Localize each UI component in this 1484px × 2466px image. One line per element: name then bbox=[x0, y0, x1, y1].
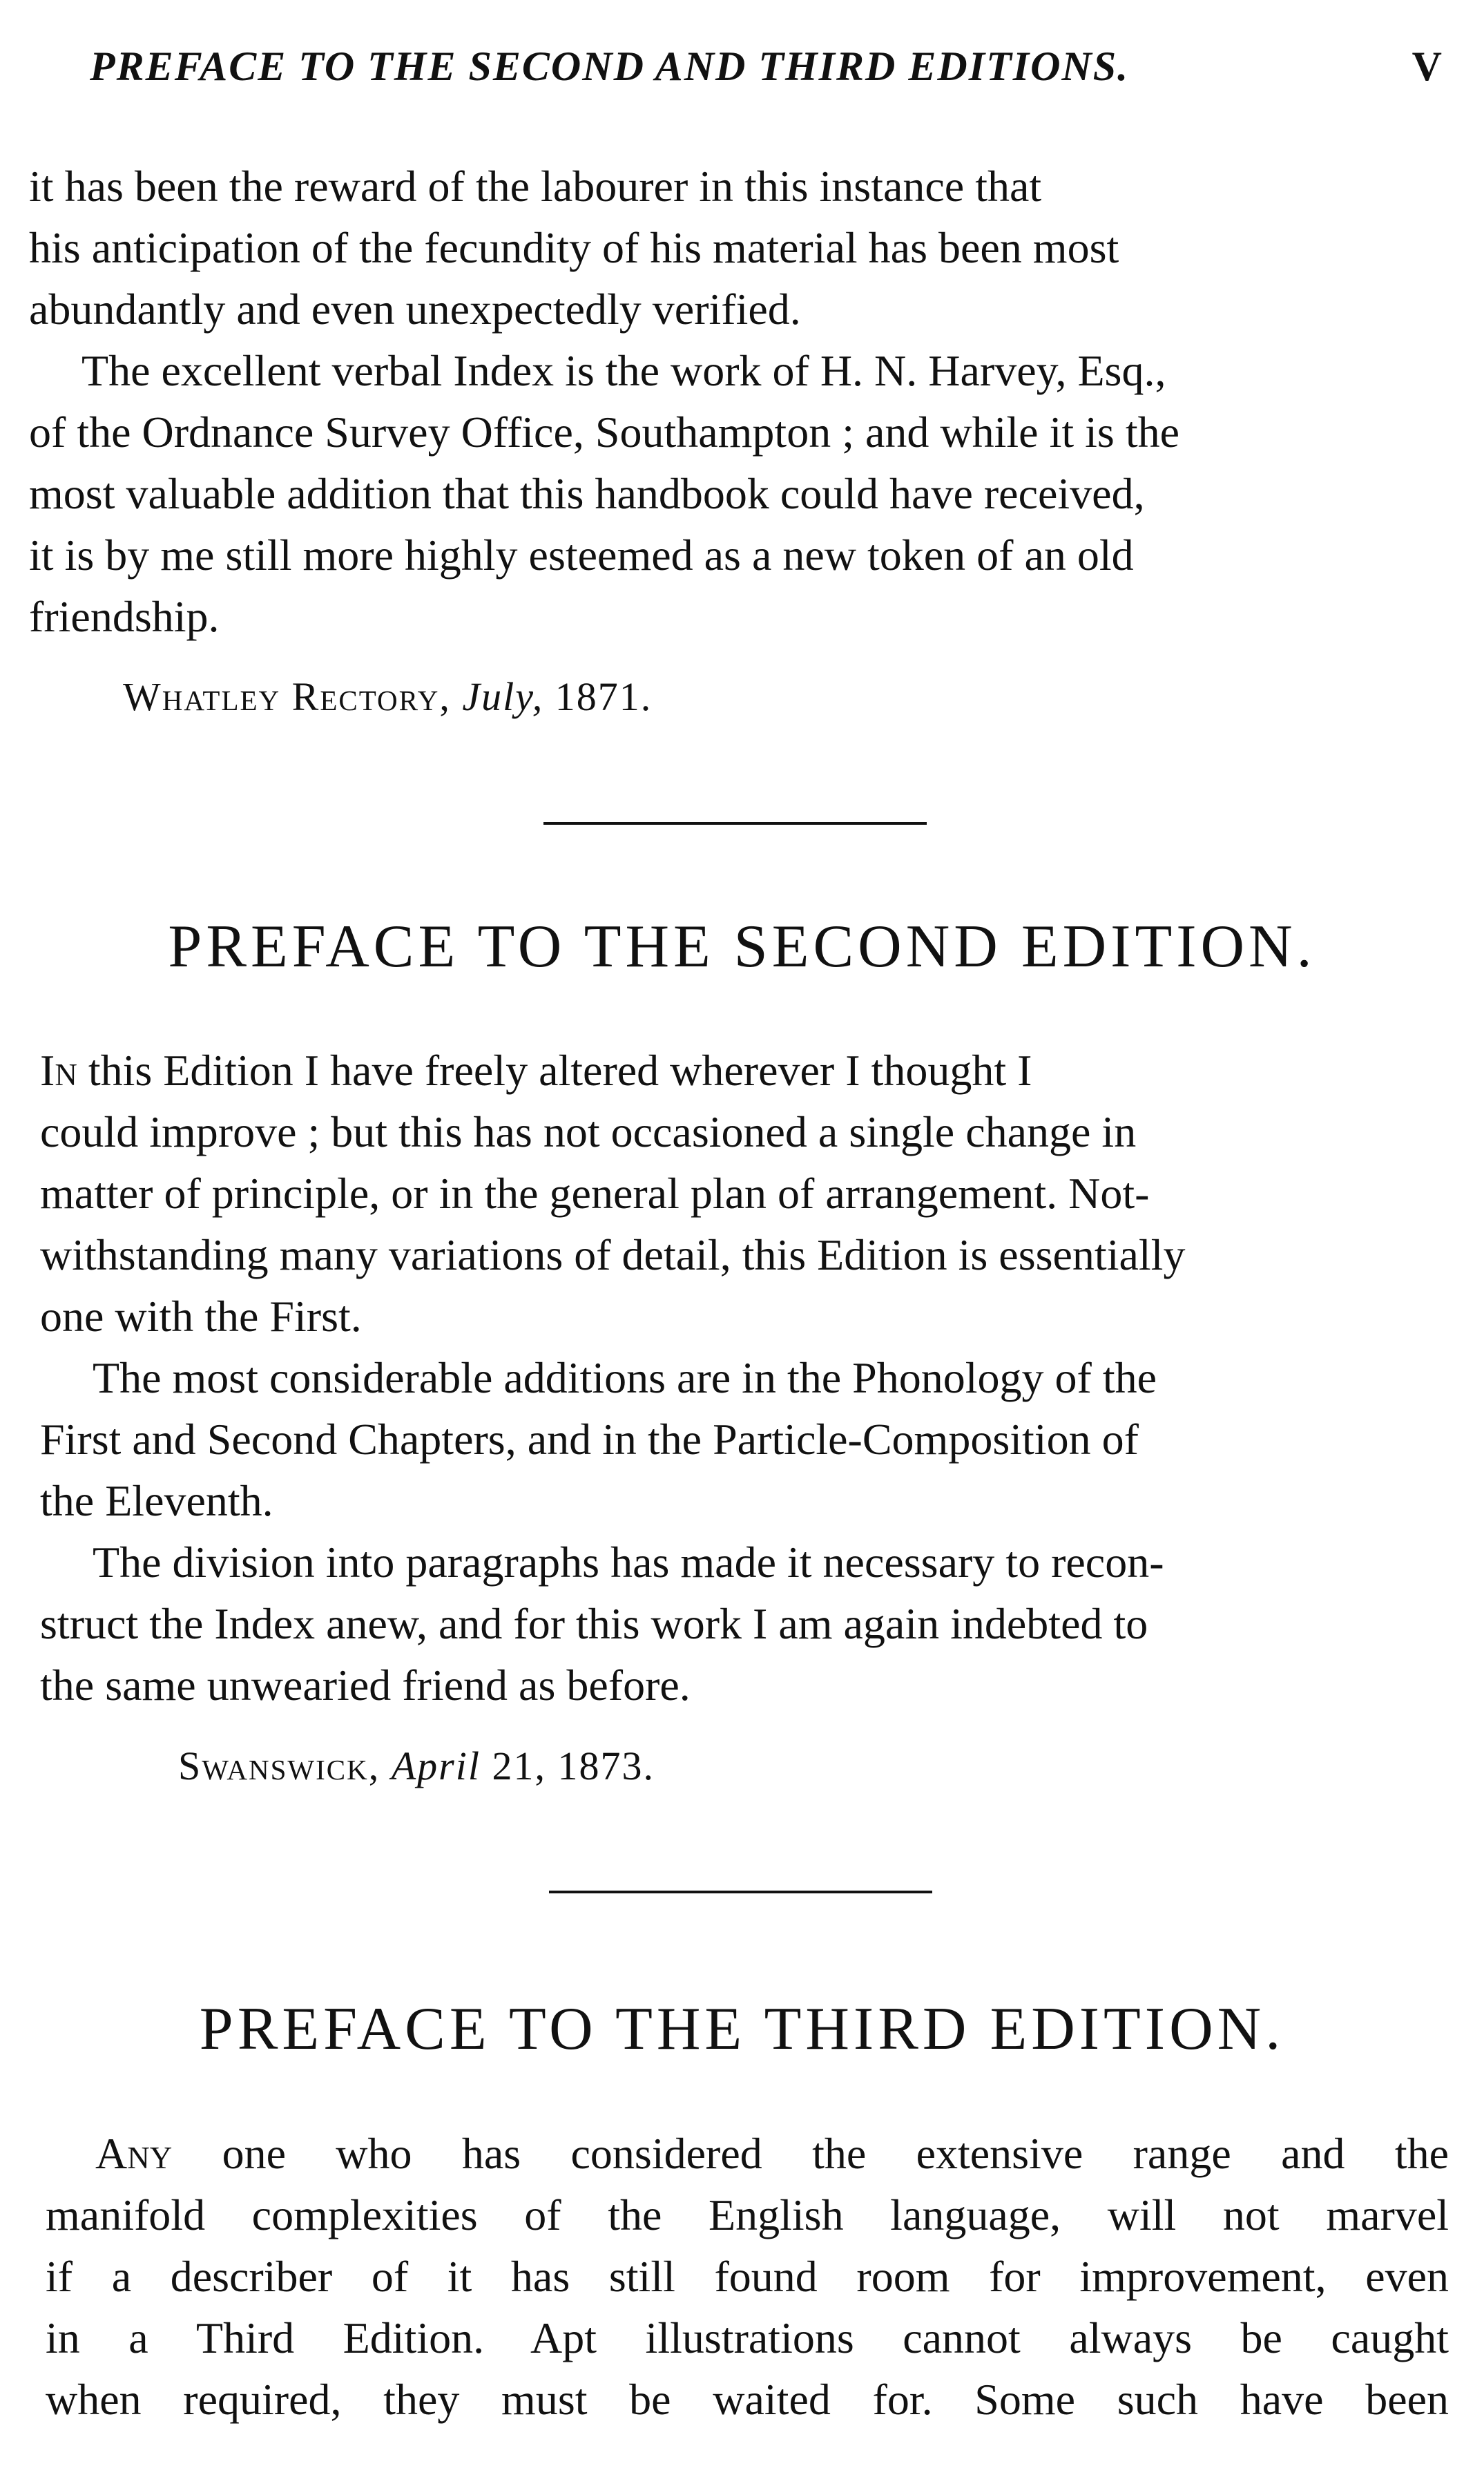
text-line: The division into paragraphs has made it necessary to recon- bbox=[93, 1538, 1164, 1587]
text-line: withstanding many variations of detail, this Edition is essentially bbox=[40, 1230, 1186, 1279]
third-paragraph-1 bbox=[46, 2123, 1449, 2430]
lead-word: In bbox=[40, 1046, 77, 1095]
text-line: one with the First. bbox=[40, 1292, 362, 1341]
lead-word: Any bbox=[95, 2129, 173, 2178]
text-line: his anticipation of the fecundity of his material has been most bbox=[29, 223, 1119, 272]
third-edition-title: PREFACE TO THE THIRD EDITION. bbox=[199, 1996, 1285, 2063]
intro-paragraph-1 bbox=[29, 155, 1445, 340]
text-line: manifold complexities of the English language, will not marvel bbox=[46, 2190, 1449, 2239]
text-line: of the Ordnance Survey Office, Southampton ; and while it is the bbox=[29, 408, 1179, 457]
text-line: friendship. bbox=[29, 592, 220, 641]
second-paragraph-3 bbox=[40, 1531, 1447, 1716]
text-line: the Eleventh. bbox=[40, 1476, 273, 1525]
text-line: matter of principle, or in the general plan of arrangement. Not- bbox=[40, 1169, 1150, 1218]
signature-place: Swanswick, bbox=[178, 1743, 380, 1788]
running-header-title: PREFACE TO THE SECOND AND THIRD EDITIONS. bbox=[90, 44, 1130, 89]
signature-1871 bbox=[123, 673, 652, 720]
signature-date: 21, 1873. bbox=[492, 1743, 655, 1788]
text-line: this Edition I have freely altered wherever I thought I bbox=[88, 1046, 1032, 1095]
text-line: The excellent verbal Index is the work of H. N. Harvey, Esq., bbox=[81, 346, 1166, 395]
signature-month: July, bbox=[462, 674, 544, 719]
signature-1873 bbox=[178, 1743, 655, 1789]
text-line: it is by me still more highly esteemed as a new token of an old bbox=[29, 531, 1134, 580]
text-line: one who has considered the extensive range and the bbox=[222, 2129, 1449, 2178]
text-line: could improve ; but this has not occasioned a single change in bbox=[40, 1107, 1137, 1156]
text-line: it has been the reward of the labourer in this instance that bbox=[29, 162, 1042, 211]
text-line: when required, they must be waited for. Some such have been bbox=[46, 2375, 1449, 2424]
text-line: First and Second Chapters, and in the Particle-Composition of bbox=[40, 1415, 1139, 1464]
signature-year: 1871. bbox=[555, 674, 653, 719]
second-paragraph-2 bbox=[40, 1347, 1447, 1531]
text-line: in a Third Edition. Apt illustrations cannot always be caught bbox=[46, 2313, 1449, 2362]
page-number: V bbox=[1411, 44, 1443, 89]
second-edition-title: PREFACE TO THE SECOND EDITION. bbox=[168, 913, 1316, 980]
section-divider bbox=[549, 1891, 932, 1893]
intro-paragraph-2 bbox=[29, 340, 1445, 647]
text-line: struct the Index anew, and for this work I am again indebted to bbox=[40, 1599, 1148, 1648]
section-divider bbox=[543, 822, 927, 825]
second-paragraph-1 bbox=[40, 1040, 1447, 1347]
text-line: most valuable addition that this handbook could have received, bbox=[29, 469, 1145, 518]
signature-month: April bbox=[391, 1743, 481, 1788]
text-line: the same unwearied friend as before. bbox=[40, 1661, 691, 1710]
text-line: if a describer of it has still found room for improvement, even bbox=[46, 2252, 1449, 2301]
signature-place: Whatley Rectory, bbox=[123, 674, 451, 719]
text-line: abundantly and even unexpectedly verified. bbox=[29, 285, 801, 334]
text-line: The most considerable additions are in the Phonology of the bbox=[93, 1353, 1157, 1402]
